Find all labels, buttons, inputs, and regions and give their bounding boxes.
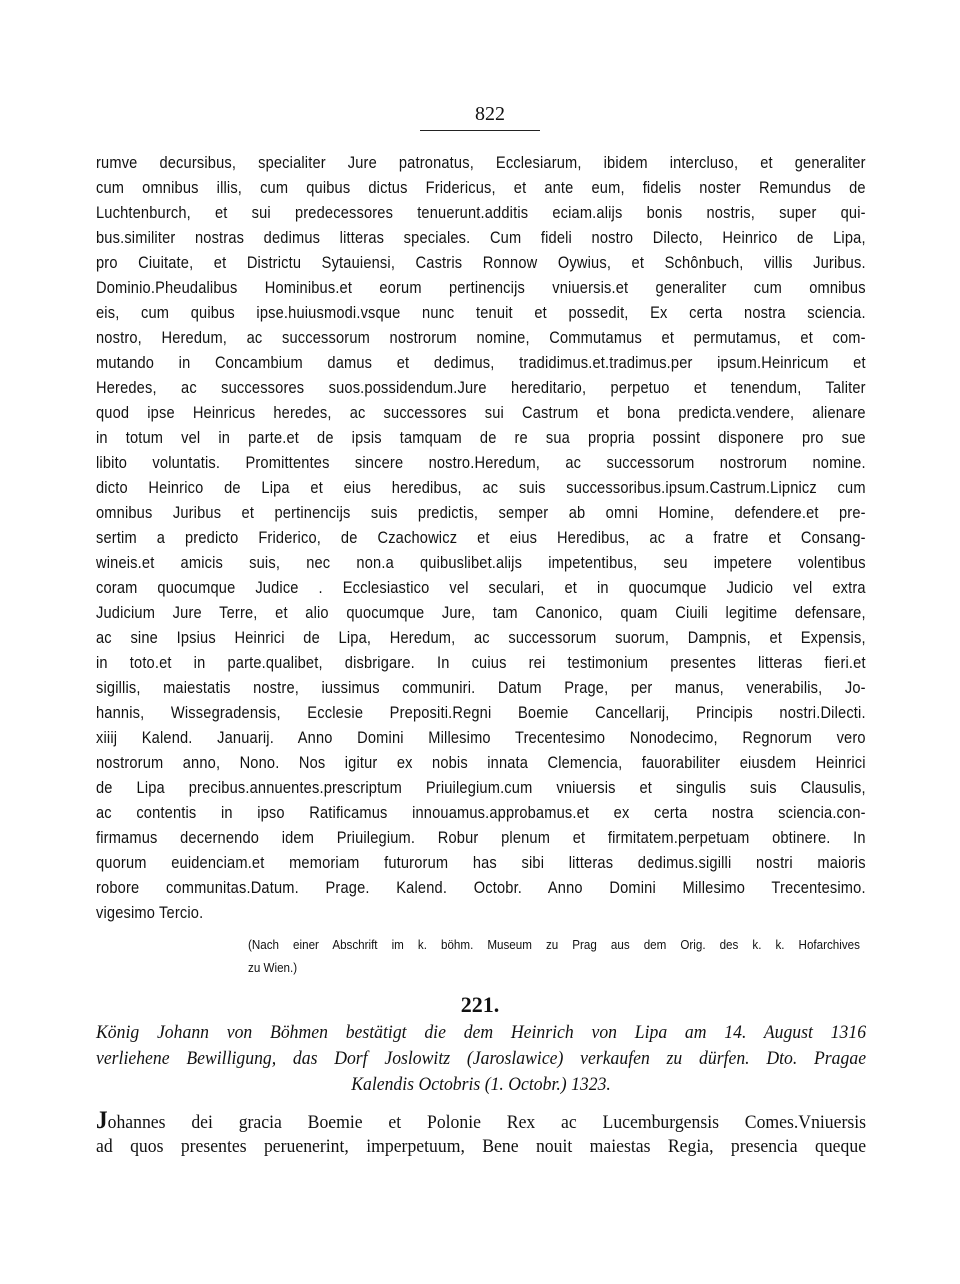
text-line: sigillis, maiestatis nostre, iussimus communiri. Datum Prage, per manus, venerabilis, Jo-	[96, 678, 866, 697]
text-line: ac contentis in ipso Ratificamus innouamus.approbamus.et ex certa nostra sciencia.con-	[96, 803, 866, 822]
regest-line: verliehene Bewilligung, das Dorf Joslowitz (Jaroslawice) verkaufen zu dürfen. Dto. Pragae	[96, 1048, 867, 1069]
page-number-rule	[420, 130, 540, 131]
text-line: sertim a predicto Friderico, de Czachowicz et eius Heredibus, ac a fratre et Consang-	[96, 528, 866, 547]
regest-line: König Johann von Böhmen bestätigt die dem Heinrich von Lipa am 14. August 1316	[96, 1022, 867, 1043]
text-line: nostro, Heredum, ac successorum nostrorum nomine, Commutamus et permutamus, et com-	[96, 328, 866, 347]
text-line: de Lipa precibus.annuentes.prescriptum Priuilegium.cum vniuersis et singulis suis Clausulis,	[96, 778, 866, 797]
text-line: hannis, Wissegradensis, Ecclesie Prepositi.Regni Boemie Cancellarij, Principis nostri.Dilecti.	[96, 703, 866, 722]
text-line: wineis.et amicis suis, nec non.a quibuslibet.alijs impetentibus, seu impetere volentibus	[96, 553, 866, 572]
text-line: mutando in Concambium damus et dedimus, tradidimus.et.tradimus.per ipsum.Heinricum et	[96, 353, 866, 372]
text-line: in toto.et in parte.qualibet, disbrigare. In cuius rei testimonium presentes litteras fieri.et	[96, 653, 866, 672]
text-line: Judicium Jure Terre, et alio quocumque Jure, tam Canonico, quam Ciuili legitime defensare,	[96, 603, 866, 622]
text-line: coram quocumque Judice . Ecclesiastico vel seculari, et in quocumque Judicio vel extra	[96, 578, 866, 597]
text-line: robore communitas.Datum. Prage. Kalend. Octobr. Anno Domini Millesimo Trecentesimo.	[96, 878, 866, 897]
charter-line: ad quos presentes peruenerint, imperpetuum, Bene nouit maiestas Regia, presencia queque	[96, 1136, 867, 1157]
text-line: rumve decursibus, specialiter Jure patronatus, Ecclesiarum, ibidem intercluso, et generaliter	[96, 153, 866, 172]
text-line: Dominio.Pheudalibus Hominibus.et eorum pertinencijs vniuersis.et generaliter cum omnibus	[96, 278, 866, 297]
text-line: libito voluntatis. Promittentes sincere nostro.Heredum, ac successorum nostrorum nomine.	[96, 453, 866, 472]
text-line: ac sine Ipsius Heinrici de Lipa, Heredum, ac successorum suorum, Dampnis, et Expensis,	[96, 628, 866, 647]
document-number: 221.	[460, 992, 500, 1017]
text-line: omnibus Juribus et pertinencijs suis predictis, semper ab omni Homine, defendere.et pre-	[96, 503, 866, 522]
text-line: Heredes, ac successores suos.possidendum.Jure hereditario, perpetuo et tenendum, Taliter	[96, 378, 866, 397]
text-line: in totum vel in parte.et de ipsis tamquam de re sua propria possint disponere pro sue	[96, 428, 866, 447]
text-line: cum omnibus illis, cum quibus dictus Fridericus, et ante eum, fidelis noster Remundus de	[96, 178, 866, 197]
text-line: dicto Heinrico de Lipa et eius heredibus, ac suis successoribus.ipsum.Castrum.Lipnicz cum	[96, 478, 866, 497]
text-line: nostrorum anno, Nono. Nos igitur ex nobis innata Clemencia, fauorabiliter eiusdem Heinrici	[96, 753, 866, 772]
source-note-line: zu Wien.)	[248, 961, 298, 975]
charter-line-text: ohannes dei gracia Boemie et Polonie Rex ac Lucemburgensis Comes.Vniuersis	[107, 1112, 867, 1133]
charter-continuation-text	[96, 150, 866, 925]
page-number: 822	[475, 103, 505, 125]
text-line: quod ipse Heinricus heredes, ac successores sui Castrum et bona predicta.vendere, alienare	[96, 403, 866, 422]
text-line: quorum euidenciam.et memoriam futurorum has sibi litteras dedimus.sigilli nostri maioris	[96, 853, 866, 872]
text-line: xiiij Kalend. Januarij. Anno Domini Millesimo Trecentesimo Nonodecimo, Regnorum vero	[96, 728, 866, 747]
source-note	[248, 934, 868, 980]
text-line: firmamus decernendo idem Priuilegium. Robur plenum et firmitatem.perpetuam obtinere. In	[96, 828, 866, 847]
text-line: eis, cum quibus ipse.huiusmodi.vsque nunc tenuit et possedit, Ex certa nostra sciencia.	[96, 303, 866, 322]
charter-line	[96, 1108, 866, 1134]
text-line: vigesimo Tercio.	[96, 903, 204, 922]
text-line: bus.similiter nostras dedimus litteras speciales. Cum fideli nostro Dilecto, Heinrico de Lipa,	[96, 228, 866, 247]
charter-text	[96, 1108, 866, 1160]
regest-line: Kalendis Octobris (1. Octobr.) 1323.	[351, 1074, 611, 1095]
source-note-line: (Nach einer Abschrift im k. böhm. Museum zu Prag aus dem Orig. des k. k. Hofarchives	[248, 938, 860, 952]
text-line: Luchtenburch, et sui predecessores tenuerunt.additis eciam.alijs bonis nostris, super qui-	[96, 203, 866, 222]
text-line: pro Ciuitate, et Districtu Sytauiensi, Castris Ronnow Oywius, et Schônbuch, villis Juribus.	[96, 253, 866, 272]
regest-heading	[96, 1020, 866, 1098]
drop-initial: J	[96, 1107, 108, 1134]
